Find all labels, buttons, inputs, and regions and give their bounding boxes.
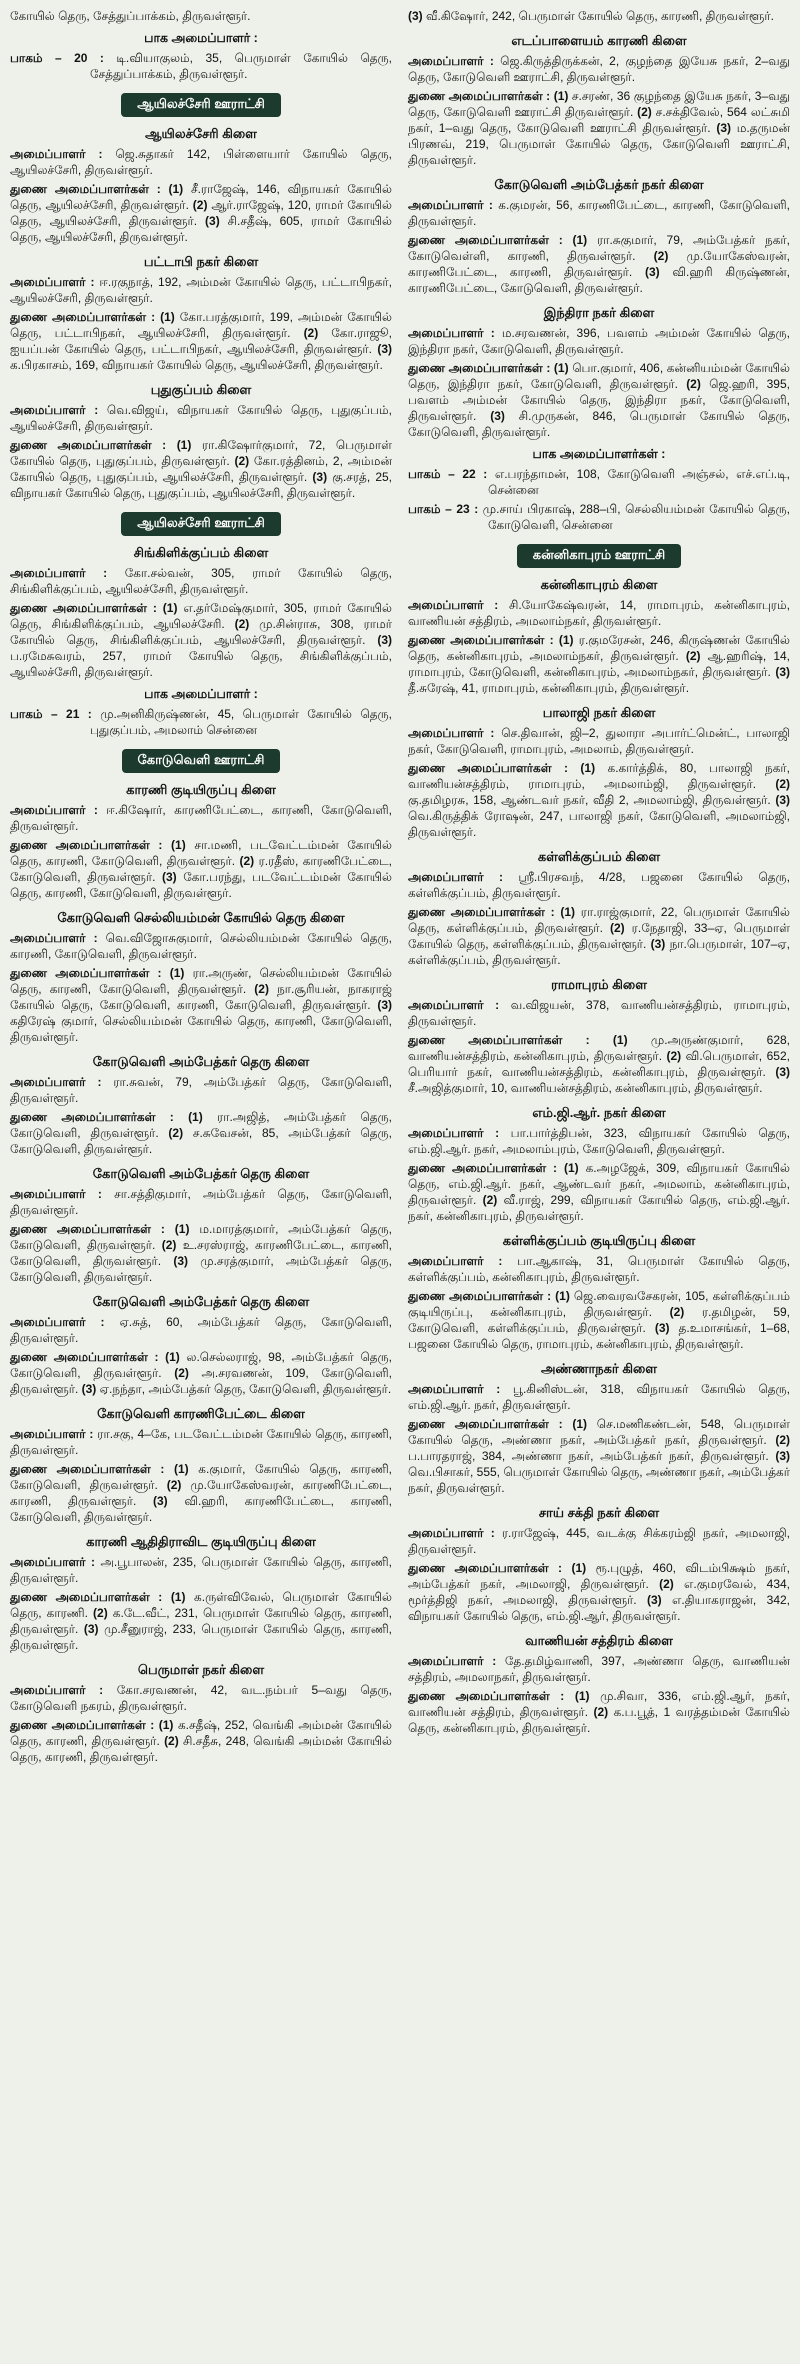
- deputy-index-marker: (1): [160, 310, 175, 324]
- deputy-index-marker: (1): [560, 905, 576, 919]
- deputy-organizers-paragraph: துணை அமைப்பாளர்கள் : (1) பொ.குமார், 406, கன்னியம்மன் கோயில் தெரு, இந்திரா நகர், கோடுவெளி, திருவள்ளூர். (2) ஜெ.ஹரி, 395, பவளம் அம்மன் கோயில் தெரு, இந்திரா நகர், கோடுவெளி, திருவள்ளூர். (3) சி.முருகன், 846, பெருமாள் கோயில் தெரு, கோடுவெளி, திருவள்ளூர்.: [408, 361, 791, 439]
- text-paragraph: (3) வீ.கிஷோர், 242, பெருமாள் கோயில் தெரு, காரணி, திருவள்ளூர்.: [408, 9, 774, 23]
- deputy-index-marker: (1): [553, 361, 569, 375]
- run-in-label: துணை அமைப்பாளர்கள் :: [10, 310, 161, 324]
- part-organizer-heading: பாக அமைப்பாளர் :: [144, 31, 258, 45]
- branch-heading: கோடுவெளி அம்பேத்கர் நகர் கிளை: [494, 177, 704, 192]
- organizer-paragraph: அமைப்பாளர் : அ.பூபாலன், 235, பெருமாள் கோயில் தெரு, காரணி, திருவள்ளூர்.: [10, 1555, 392, 1585]
- deputy-index-marker: (3): [205, 214, 220, 228]
- deputy-index-marker: (3): [377, 998, 392, 1012]
- deputy-index-marker: (2): [254, 982, 269, 996]
- organizer-paragraph: அமைப்பாளர் : ம.சரவணன், 396, பவளம் அம்மன் கோயில் தெரு, இந்திரா நகர், கோடுவெளி, திருவள்ளூர்.: [408, 326, 790, 356]
- branch-heading: சிங்கிளிக்குப்பம் கிளை: [133, 545, 269, 560]
- deputy-index-marker: (1): [555, 1289, 570, 1303]
- branch-heading: அண்ணாநகர் கிளை: [540, 1361, 658, 1376]
- deputy-organizers-paragraph: துணை அமைப்பாளர்கள் : (1) சா.மணி, படவேட்டம்மன் கோயில் தெரு, காரணி, கோடுவெளி, திருவள்ளூர். (2) ர.ரதீஸ், காரணிபேட்டை, கோடுவெளி, திருவள்ளூர். (3) கோ.பரந்து, படவேட்டம்மன் கோயில் தெரு, காரணி, கோடுவெளி, திருவள்ளூர்.: [10, 838, 392, 900]
- run-in-label: அமைப்பாளர் :: [10, 566, 125, 580]
- run-in-label: துணை அமைப்பாளர்கள் :: [408, 233, 573, 247]
- run-in-label: அமைப்பாளர் :: [408, 1254, 518, 1268]
- deputy-organizers-paragraph: துணை அமைப்பாளர்கள் : (1) எ.தர்மேஷ்குமார், 305, ராமர் கோயில் தெரு, சிங்கிளிக்குப்பம், ஆயிலச்சேரி. (2) மு.சின்ராசு, 308, ராமர் கோயில் தெரு, சிங்கிளிக்குப்பம், ஆயிலச்சேரி, திருவள்ளூர். (3) ப.ரமேசுவரம், 257, ராமர் கோயில் தெரு, சிங்கிளிக்குப்பம், ஆயிலச்சேரி, திருவள்ளூர்.: [10, 601, 393, 679]
- deputy-organizers-paragraph: துணை அமைப்பாளர்கள் : (1) க.சதீஷ், 252, வெங்கி அம்மன் கோயில் தெரு, காரணி, திருவள்ளூர். (2) சி.சதீசு, 248, வெங்கி அம்மன் கோயில் தெரு, காரணி, திருவள்ளூர்.: [10, 1718, 392, 1764]
- deputy-index-marker: (1): [165, 1350, 180, 1364]
- run-in-label: துணை அமைப்பாளர்கள் :: [408, 633, 559, 647]
- deputy-index-marker: (2): [168, 1126, 184, 1140]
- branch-heading: எம்.ஜி.ஆர். நகர் கிளை: [532, 1105, 666, 1120]
- column-2: [408, 6, 790, 1768]
- deputy-index-marker: (1): [572, 233, 588, 247]
- run-in-label: துணை அமைப்பாளர்கள் :: [408, 89, 554, 103]
- branch-heading: பெருமாள் நகர் கிளை: [137, 1662, 265, 1677]
- run-in-label: அமைப்பாளர் :: [10, 403, 107, 417]
- run-in-label: துணை அமைப்பாளர்கள் :: [10, 1350, 166, 1364]
- run-in-label: துணை அமைப்பாளர்கள் :: [408, 1289, 556, 1303]
- run-in-label: அமைப்பாளர் :: [10, 1187, 115, 1201]
- deputy-index-marker: (2): [593, 1705, 609, 1719]
- deputy-index-marker: (2): [93, 1606, 108, 1620]
- organizer-paragraph: அமைப்பாளர் : பா.பார்த்திபன், 323, விநாயகர் கோயில் தெரு, எம்.ஜி.ஆர். நகர், அமலாம்புரம், கோடுவெளி, திருவள்ளூர்.: [408, 1126, 790, 1156]
- organizer-paragraph: அமைப்பாளர் : ரா.சகு, 4–கே, படவேட்டம்மன் கோயில் தெரு, காரணி, திருவள்ளூர்.: [10, 1427, 392, 1457]
- deputy-organizers-paragraph: துணை அமைப்பாளர்கள் : (1) க.கார்த்திக், 80, பாலாஜி நகர், வாணியன்சத்திரம், ராமாபுரம், அமலாம்ஜி, திருவள்ளூர். (2) கு.தமிழரசு, 158, ஆண்டவர் நகர், வீதி 2, அமலாம்ஜி, திருவள்ளூர். (3) வெ.கிருத்திக் ரோஷன், 247, பாலாஜி நகர், கோடுவெளி, அமலாம்ஜி, திருவள்ளூர்.: [408, 761, 791, 839]
- part-organizer-heading: பாக அமைப்பாளர்கள் :: [532, 447, 666, 461]
- deputy-organizers-paragraph: துணை அமைப்பாளர்கள் : (1) செ.மணிகண்டன், 548, பெருமாள் கோயில் தெரு, அண்ணா நகர், அம்பேத்கர் நகர், திருவள்ளூர். (2) ப.பாரதராஜ், 384, அண்ணா நகர், அம்பேத்கர் நகர், திருவள்ளூர். (3) வெ.பிசாகர், 555, பெருமாள் கோயில் தெரு, அண்ணா நகர், அம்பேத்கர் நகர், திருவள்ளூர்.: [408, 1417, 791, 1495]
- run-in-label: பாகம் – 20 :: [10, 51, 117, 65]
- organizer-paragraph: அமைப்பாளர் : சா.சத்திகுமார், அம்பேத்கர் தெரு, கோடுவெளி, திருவள்ளூர்.: [10, 1187, 392, 1217]
- deputy-index-marker: (2): [482, 1193, 498, 1207]
- run-in-label: பாகம் – 22 :: [408, 467, 495, 481]
- organizer-paragraph: அமைப்பாளர் : க.குமரன், 56, காரணிபேட்டை, காரணி, கோடுவெளி, திருவள்ளூர்.: [408, 198, 790, 228]
- text-paragraph: கோயில் தெரு, சேத்துப்பாக்கம், திருவள்ளூர்.: [10, 9, 251, 23]
- deputy-index-marker: (3): [775, 665, 790, 679]
- run-in-label: அமைப்பாளர் :: [10, 1555, 101, 1569]
- branch-heading: காரணி ஆதிதிராவிட குடியிருப்பு கிளை: [86, 1534, 316, 1549]
- run-in-label: அமைப்பாளர் :: [408, 598, 509, 612]
- run-in-label: அமைப்பாளர் :: [10, 803, 107, 817]
- deputy-organizers-paragraph: துணை அமைப்பாளர்கள் : (1) ஜெ.வைரவசேகரன், 105, கள்ளிக்குப்பம் குடியிருப்பு, கன்னிகாபுரம், திருவள்ளூர். (2) ர.தமிழன், 59, கோடுவெளி, கள்ளிக்குப்பம், திருவள்ளூர். (3) த.உமாசங்கர், 1–68, பஜனை கோயில் தெரு, ராமாபுரம், கன்னிகாபுரம், திருவள்ளூர்.: [408, 1289, 791, 1351]
- deputy-index-marker: (3): [377, 342, 392, 356]
- branch-heading: கள்ளிக்குப்பம் கிளை: [537, 849, 661, 864]
- deputy-index-marker: (2): [239, 854, 255, 868]
- organizer-paragraph: அமைப்பாளர் : செ.திவான், ஜி–2, துலாரா அபார்ட்மென்ட், பாலாஜி நகர், கோடுவெளி, ராமாபுரம், அமலாம், திருவள்ளூர்.: [408, 726, 790, 756]
- run-in-label: துணை அமைப்பாளர்கள் :: [408, 1689, 575, 1703]
- run-in-label: துணை அமைப்பாளர்கள் :: [10, 966, 170, 980]
- run-in-label: துணை அமைப்பாளர்கள் :: [10, 1462, 174, 1476]
- deputy-index-marker: (3): [775, 1065, 790, 1079]
- deputy-index-marker: (3): [654, 1321, 670, 1335]
- deputy-organizers-paragraph: துணை அமைப்பாளர்கள் : (1) ம.மாரத்குமார், அம்பேத்கர் தெரு, கோடுவெளி, திருவள்ளூர். (2) உ.சரஸ்ராஜ், காரணிபேட்டை, காரணி, கோடுவெளி, திருவள்ளூர். (3) மு.சரத்குமார், அம்பேத்கர் தெரு, கோடுவெளி, திருவள்ளூர்.: [10, 1222, 393, 1284]
- run-in-label: அமைப்பாளர் :: [10, 147, 116, 161]
- run-in-label: அமைப்பாளர் :: [408, 54, 501, 68]
- deputy-organizers-paragraph: துணை அமைப்பாளர்கள் : (1) க.ருள்விவேல், பெருமாள் கோயில் தெரு, காரணி. (2) க.டே.வீட், 231, பெருமாள் கோயில் தெரு, காரணி, திருவள்ளூர். (3) மு.சீனுராஜ், 233, பெருமாள் கோயில் தெரு, காரணி, திருவள்ளூர்.: [10, 1590, 393, 1652]
- branch-heading: எடப்பாளையம் காரணி கிளை: [511, 33, 687, 48]
- deputy-organizers-paragraph: துணை அமைப்பாளர்கள் : (1) ரா.அஜித், அம்பேத்கர் தெரு, கோடுவெளி, திருவள்ளூர். (2) ச.சுவேசன், 85, அம்பேத்கர் தெரு, கோடுவெளி, திருவள்ளூர்.: [10, 1110, 392, 1156]
- deputy-index-marker: (1): [571, 1561, 587, 1575]
- deputy-index-marker: (2): [637, 105, 652, 119]
- deputy-organizers-paragraph: துணை அமைப்பாளர்கள் : (1) ச.சரண், 36 குழந்தை இயேசு நகர், 3–வது தெரு, கோடுவெளி ஊராட்சி திருவள்ளூர். (2) ச.சக்திவேல், 564 லட்சுமி நகர், 1–வது தெரு, கோடுவெளி ஊராட்சி திருவள்ளூர். (3) ம.தருமன் பிரணவ், 219, பெருமாள் கோயில் தெரு, கோடுவெளி ஊராட்சி, திருவள்ளூர்.: [408, 89, 790, 167]
- run-in-label: அமைப்பாளர் :: [10, 1683, 117, 1697]
- deputy-index-marker: (1): [564, 1161, 579, 1175]
- organizer-paragraph: அமைப்பாளர் : ஈ.கிஷோர், காரணிபேட்டை, காரணி, கோடுவெளி, திருவள்ளூர்.: [10, 803, 392, 833]
- run-in-label: துணை அமைப்பாளர்கள் :: [408, 1033, 613, 1047]
- run-in-label: துணை அமைப்பாளர்கள் :: [408, 1161, 564, 1175]
- organizer-paragraph: அமைப்பாளர் : வெ.விஜய், விநாயகர் கோயில் தெரு, புதுகுப்பம், ஆயிலச்சேரி, திருவள்ளூர்.: [10, 403, 392, 433]
- deputy-organizers-paragraph: துணை அமைப்பாளர்கள் : (1) ரா.அருண், செல்லியம்மன் கோயில் தெரு, காரணி, கோடுவெளி, திருவள்ளூர். (2) நா.சூரியன், நாகராஜ் கோயில் தெரு, கோடுவெளி, காரணி, கோடுவெளி, திருவள்ளூர். (3) கதிரேஷ் குமார், செல்லியம்மன் கோயில் தெரு, காரணி, கோடுவெளி, திருவள்ளூர்.: [10, 966, 393, 1044]
- deputy-organizers-paragraph: துணை அமைப்பாளர்கள் : (1) கோ.பரத்குமார், 199, அம்மன் கோயில் தெரு, பட்டாபிநகர், ஆயிலச்சேரி, திருவள்ளூர். (2) கோ.ராஜூ, ஐயப்பன் கோயில் தெரு, பட்டாபிநகர், ஆயிலச்சேரி, திருவள்ளூர். (3) க.பிரகாசம், 169, விநாயகர் கோயில் தெரு, ஆயிலச்சேரி, திருவள்ளூர்.: [10, 310, 392, 372]
- deputy-index-marker: (3): [490, 409, 505, 423]
- branch-heading: ஆயிலச்சேரி கிளை: [145, 126, 257, 141]
- run-in-label: அமைப்பாளர் :: [408, 1526, 502, 1540]
- part-organizer-line: பாகம் – 23 : மு.சாய் பிரகாஷ், 288–பி, செல்லியம்மன் கோயில் தெரு, கோடுவெளி, சென்னை: [408, 502, 791, 532]
- deputy-organizers-paragraph: துணை அமைப்பாளர்கள் : (1) ரூ.புழுத், 460, விடம்பிக்ஷம் நகர், அம்பேத்கர் நகர், அமலாஜி, திருவள்ளூர். (2) எ.குமரவேல், 434, மூர்த்திஜி நகர், அமலாஜி, திருவள்ளூர். (3) எ.தியாகராஜன், 342, விநாயகர் கோயில் தெரு, எம்.ஜி.ஆர், திருவள்ளூர்.: [408, 1561, 791, 1623]
- branch-heading: வாணியன் சத்திரம் கிளை: [525, 1633, 673, 1648]
- deputy-index-marker: (3): [162, 870, 177, 884]
- deputy-index-marker: (2): [234, 617, 250, 631]
- run-in-label: துணை அமைப்பாளர்கள் :: [10, 601, 163, 615]
- deputy-organizers-paragraph: துணை அமைப்பாளர்கள் : (1) ரா.ராஜ்குமார், 22, பெருமாள் கோயில் தெரு, கள்ளிக்குப்பம், திருவள்ளூர். (2) ர.நேதாஜி, 33–ஏ, பெருமாள் கோயில் தெரு, கள்ளிக்குப்பம், திருவள்ளூர். (3) நா.பெருமாள், 107–ஏ, கள்ளிக்குப்பம், திருவள்ளூர்.: [408, 905, 790, 967]
- ward-section-title: கன்னிகாபுரம் ஊராட்சி: [517, 544, 681, 568]
- deputy-index-marker: (2): [775, 777, 790, 791]
- deputy-index-marker: (2): [192, 198, 208, 212]
- branch-heading: கோடுவெளி அம்பேத்கர் தெரு கிளை: [92, 1166, 310, 1181]
- organizer-paragraph: அமைப்பாளர் : ஸ்ரீ.பிரசவந், 4/28, பஜனை கோயில் தெரு, கள்ளிக்குப்பம், திருவள்ளூர்.: [408, 870, 790, 900]
- run-in-label: துணை அமைப்பாளர்கள் :: [408, 761, 581, 775]
- branch-heading: கோடுவெளி காரணிபேட்டை கிளை: [97, 1406, 305, 1421]
- run-in-label: துணை அமைப்பாளர்கள் :: [10, 438, 177, 452]
- run-in-label: துணை அமைப்பாளர்கள் :: [408, 1417, 573, 1431]
- deputy-index-marker: (3): [650, 937, 666, 951]
- ward-section-title: கோடுவெளி ஊராட்சி: [122, 749, 281, 773]
- branch-heading: பட்டாபி நகர் கிளை: [143, 254, 259, 269]
- run-in-label: அமைப்பாளர் :: [408, 998, 511, 1012]
- deputy-index-marker: (1): [572, 1417, 587, 1431]
- part-organizer-line: பாகம் – 20 : டி.வியாகுலம், 35, பெருமாள் கோயில் தெரு, சேத்துப்பாக்கம், திருவள்ளூர்.: [10, 51, 393, 81]
- ward-section-title: ஆயிலச்சேரி ஊராட்சி: [121, 93, 281, 117]
- run-in-label: துணை அமைப்பாளர்கள் :: [10, 1222, 175, 1236]
- branch-heading: புதுகுப்பம் கிளை: [150, 382, 252, 397]
- deputy-index-marker: (1): [162, 601, 178, 615]
- deputy-index-marker: (2): [653, 249, 669, 263]
- deputy-index-marker: (3): [408, 9, 423, 23]
- run-in-label: அமைப்பாளர் :: [408, 726, 502, 740]
- deputy-organizers-paragraph: துணை அமைப்பாளர்கள் : (1) மு.அருண்குமார், 628, வாணியன்சத்திரம், கன்னிகாபுரம், திருவள்ளூர். (2) வி.பெருமாள், 652, பெரியார் நகர், வாணியன்சத்திரம், கன்னிகாபுரம், திருவள்ளூர். (3) சீ.அஜித்குமார், 10, வாணியன்சத்திரம், கன்னிகாபுரம், திருவள்ளூர்.: [408, 1033, 790, 1095]
- deputy-index-marker: (1): [612, 1033, 628, 1047]
- deputy-index-marker: (3): [81, 1382, 97, 1396]
- deputy-index-marker: (1): [174, 1222, 190, 1236]
- deputy-index-marker: (2): [669, 1305, 685, 1319]
- organizer-paragraph: அமைப்பாளர் : ஈ.ரகுநாத், 192, அம்மன் கோயில் தெரு, பட்டாபிநகர், ஆயிலச்சேரி, திருவள்ளூர்.: [10, 275, 392, 305]
- deputy-index-marker: (2): [659, 1577, 674, 1591]
- run-in-label: அமைப்பாளர் :: [408, 870, 519, 884]
- deputy-index-marker: (2): [775, 1433, 790, 1447]
- column-1: [10, 6, 392, 1768]
- deputy-index-marker: (1): [158, 1718, 174, 1732]
- deputy-index-marker: (2): [161, 1238, 177, 1252]
- organizer-paragraph: அமைப்பாளர் : பா.ஆகாஷ், 31, பெருமாள் கோயில் தெரு, கள்ளிக்குப்பம், கன்னிகாபுரம், திருவள்ளூர்.: [408, 1254, 790, 1284]
- deputy-index-marker: (3): [775, 1449, 790, 1463]
- ward-section-header: [10, 93, 392, 117]
- deputy-organizers-paragraph: துணை அமைப்பாளர்கள் : (1) க.குமார், கோயில் தெரு, காரணி, கோடுவெளி, திருவள்ளூர். (2) மு.யோகேஸ்வரன், காரணிபேட்டை, காரணி, திருவள்ளூர். (3) வி.ஹரி, காரணிபேட்டை, காரணி, கோடுவெளி, திருவள்ளூர்.: [10, 1462, 392, 1524]
- organizer-paragraph: அமைப்பாளர் : சி.யோகேஷ்வரன், 14, ராமாபுரம், கன்னிகாபுரம், வாணியன் சத்திரம், அமலாம்நகர், திருவள்ளூர்.: [408, 598, 790, 628]
- deputy-index-marker: (3): [83, 1622, 99, 1636]
- run-in-label: துணை அமைப்பாளர்கள் :: [408, 1561, 572, 1575]
- ward-section-header: [408, 544, 790, 568]
- deputy-organizers-paragraph: துணை அமைப்பாளர்கள் : (1) ர.குமரேசன், 246, கிருஷ்ணன் கோயில் தெரு, கன்னிகாபுரம், அமலாம்நகர், திருவள்ளூர். (2) ஆ.ஹரிஷ், 14, ராமாபுரம், கோடுவெளி, கன்னிகாபுரம், அமலாம்நகர், திருவள்ளூர். (3) தீ.சுரேஷ், 41, ராமாபுரம், கன்னிகாபுரம், திருவள்ளூர்.: [408, 633, 791, 695]
- branch-heading: ராமாபுரம் கிளை: [551, 977, 647, 992]
- run-in-label: அமைப்பாளர் :: [408, 198, 499, 212]
- organizer-paragraph: அமைப்பாளர் : ரா.சுவன், 79, அம்பேத்கர் தெரு, கோடுவெளி, திருவள்ளூர்.: [10, 1075, 392, 1105]
- ward-section-header: [10, 512, 392, 536]
- deputy-index-marker: (2): [174, 1366, 189, 1380]
- run-in-label: துணை அமைப்பாளர்கள் :: [10, 1590, 171, 1604]
- deputy-index-marker: (2): [166, 1478, 182, 1492]
- deputy-index-marker: (2): [164, 1734, 179, 1748]
- deputy-index-marker: (2): [609, 921, 625, 935]
- deputy-index-marker: (1): [168, 182, 184, 196]
- branch-heading: கோடுவெளி அம்பேத்கர் தெரு கிளை: [92, 1054, 310, 1069]
- ward-section-header: [10, 749, 392, 773]
- deputy-index-marker: (2): [685, 649, 701, 663]
- branch-heading: கள்ளிக்குப்பம் குடியிருப்பு கிளை: [502, 1233, 696, 1248]
- part-organizer-line: பாகம் – 22 : எ.பரந்தாமன், 108, கோடுவெளி அஞ்சல், எச்.எப்.டி, சென்னை: [408, 467, 791, 497]
- deputy-index-marker: (3): [312, 470, 328, 484]
- organizer-paragraph: அமைப்பாளர் : ர.ராஜேஷ், 445, வடக்கு சிக்கரம்ஜி நகர், அமலாஜி, திருவள்ளூர்.: [408, 1526, 790, 1556]
- deputy-index-marker: (3): [775, 793, 790, 807]
- deputy-index-marker: (1): [558, 633, 574, 647]
- run-in-label: அமைப்பாளர் :: [408, 326, 502, 340]
- part-organizer-line: பாகம் – 21 : மு.அனிகிருஷ்ணன், 45, பெருமாள் கோயில் தெரு, புதுகுப்பம், அமலாம் சென்னை: [10, 707, 392, 737]
- deputy-index-marker: (2): [666, 1049, 682, 1063]
- deputy-index-marker: (3): [173, 1254, 189, 1268]
- run-in-label: அமைப்பாளர் :: [10, 1315, 120, 1329]
- deputy-index-marker: (1): [553, 89, 569, 103]
- branch-heading: காரணி குடியிருப்பு கிளை: [126, 782, 276, 797]
- deputy-index-marker: (1): [580, 761, 596, 775]
- deputy-index-marker: (1): [170, 1590, 186, 1604]
- deputy-index-marker: (1): [174, 1462, 189, 1476]
- branch-heading: கன்னிகாபுரம் கிளை: [540, 577, 658, 592]
- deputy-index-marker: (3): [716, 121, 732, 135]
- deputy-index-marker: (3): [377, 633, 392, 647]
- organizer-paragraph: அமைப்பாளர் : ஜெ.கிருத்திருக்கன், 2, குழந்தை இயேசு நகர், 2–வது தெரு, கோடுவெளி ஊராட்சி, திருவள்ளூர்.: [408, 54, 790, 84]
- part-organizer-heading: பாக அமைப்பாளர் :: [144, 687, 258, 701]
- deputy-index-marker: (1): [176, 438, 192, 452]
- branch-heading: சாய் சக்தி நகர் கிளை: [538, 1505, 660, 1520]
- run-in-label: துணை அமைப்பாளர்கள் :: [10, 182, 169, 196]
- deputy-index-marker: (1): [574, 1689, 590, 1703]
- run-in-label: அமைப்பாளர் :: [408, 1382, 513, 1396]
- organizer-paragraph: அமைப்பாளர் : பூ.கினிஸ்டன், 318, விநாயகர் கோயில் தெரு, எம்.ஜி.ஆர். நகர், திருவள்ளூர்.: [408, 1382, 790, 1412]
- organizer-paragraph: அமைப்பாளர் : கோ.சரவணன், 42, வட.நம்பர் 5–வது தெரு, கோடுவெளி நகரம், திருவள்ளூர்.: [10, 1683, 392, 1713]
- deputy-organizers-paragraph: துணை அமைப்பாளர்கள் : (1) க.அழஜேக், 309, விநாயகர் கோயில் தெரு, எம்.ஜி.ஆர். நகர், ஆண்டவர் நகர், அமலாம், கன்னிகாபுரம், திருவள்ளூர். (2) வீ.ராஜ், 299, விநாயகர் கோயில் தெரு, எம்.ஜி.ஆர். நகர், கன்னிகாபுரம், திருவள்ளூர்.: [408, 1161, 791, 1223]
- deputy-index-marker: (3): [644, 265, 660, 279]
- run-in-label: அமைப்பாளர் :: [408, 1654, 505, 1668]
- deputy-organizers-paragraph: துணை அமைப்பாளர்கள் : (1) ரா.சுகுமார், 79, அம்பேத்கர் நகர், கோடுவெள்ளி, காரணி, திருவள்ளூர். (2) மு.யோகேஸ்வரன், காரணிபேட்டை, காரணி, திருவள்ளூர். (3) வி.ஹரி கிருஷ்ணன், காரணிபேட்டை, கோடுவெளி, திருவள்ளூர்.: [408, 233, 791, 295]
- ward-section-title: ஆயிலச்சேரி ஊராட்சி: [121, 512, 281, 536]
- run-in-label: பாகம் – 23 :: [408, 502, 483, 516]
- deputy-index-marker: (3): [647, 1593, 662, 1607]
- organizer-paragraph: அமைப்பாளர் : தே.தமிழ்வாணி, 397, அண்ணா தெரு, வாணியன் சத்திரம், அமலாநகர், திருவள்ளூர்.: [408, 1654, 790, 1684]
- organizer-paragraph: அமைப்பாளர் : கோ.சல்வன், 305, ராமர் கோயில் தெரு, சிங்கிளிக்குப்பம், ஆயிலச்சேரி, திருவள்ளூர்.: [10, 566, 392, 596]
- deputy-index-marker: (2): [234, 454, 250, 468]
- deputy-index-marker: (1): [188, 1110, 203, 1124]
- deputy-index-marker: (1): [171, 838, 186, 852]
- deputy-organizers-paragraph: துணை அமைப்பாளர்கள் : (1) சீ.ராஜேஷ், 146, விநாயகர் கோயில் தெரு, ஆயிலச்சேரி, திருவள்ளூர். (2) ஆர்.ராஜேஷ், 120, ராமர் கோயில் தெரு, ஆயிலச்சேரி, திருவள்ளூர். (3) சி.சதீஷ், 605, ராமர் கோயில் தெரு, ஆயிலச்சேரி, திருவள்ளூர்.: [10, 182, 393, 244]
- run-in-label: பாகம் – 21 :: [10, 707, 101, 721]
- deputy-organizers-paragraph: துணை அமைப்பாளர்கள் : (1) ல.செல்லராஜ், 98, அம்பேத்கர் தெரு, கோடுவெளி, திருவள்ளூர். (2) அ.சரவணன், 109, கோடுவெளி, திருவள்ளூர். (3) ஏ.நந்தா, அம்பேத்கர் தெரு, கோடுவெளி, திருவள்ளூர்.: [10, 1350, 393, 1396]
- run-in-label: துணை அமைப்பாளர்கள் :: [408, 361, 554, 375]
- deputy-index-marker: (1): [169, 966, 185, 980]
- branch-heading: கோடுவெளி அம்பேத்கர் தெரு கிளை: [92, 1294, 310, 1309]
- run-in-label: துணை அமைப்பாளர்கள் :: [408, 905, 561, 919]
- run-in-label: அமைப்பாளர் :: [10, 1427, 98, 1441]
- deputy-index-marker: (2): [303, 326, 319, 340]
- deputy-index-marker: (2): [686, 377, 701, 391]
- run-in-label: துணை அமைப்பாளர்கள் :: [10, 838, 172, 852]
- deputy-organizers-paragraph: துணை அமைப்பாளர்கள் : (1) மு.சிவா, 336, எம்.ஜி.ஆர், நகர், வாணியன் சத்திரம், திருவள்ளூர். (2) க.ப.பூத், 1 வரத்தம்மன் கோயில் தெரு, கன்னிகாபுரம், திருவள்ளூர்.: [408, 1689, 791, 1735]
- organizer-paragraph: அமைப்பாளர் : வ.விஜயன், 378, வாணியன்சத்திரம், ராமாபுரம், திருவள்ளூர்.: [408, 998, 790, 1028]
- deputy-organizers-paragraph: துணை அமைப்பாளர்கள் : (1) ரா.கிஷோர்குமார், 72, பெருமாள் கோயில் தெரு, புதுகுப்பம், திருவள்ளூர். (2) கோ.ரத்தினம், 2, அம்மன் கோயில் தெரு, புதுகுப்பம், ஆயிலச்சேரி, திருவள்ளூர். (3) கு.சரத், 25, விநாயகர் கோயில் தெரு, புதுகுப்பம், ஆயிலச்சேரி, திருவள்ளூர்.: [10, 438, 393, 500]
- run-in-label: அமைப்பாளர் :: [408, 1126, 511, 1140]
- run-in-label: அமைப்பாளர் :: [10, 1075, 114, 1089]
- organizer-paragraph: அமைப்பாளர் : ஏ.சுத், 60, அம்பேத்கர் தெரு, கோடுவெளி, திருவள்ளூர்.: [10, 1315, 392, 1345]
- branch-heading: பாலாஜி நகர் கிளை: [542, 705, 656, 720]
- branch-heading: கோடுவெளி செல்லியம்மன் கோயில் தெரு கிளை: [57, 910, 345, 925]
- branch-heading: இந்திரா நகர் கிளை: [543, 305, 655, 320]
- run-in-label: அமைப்பாளர் :: [10, 275, 100, 289]
- organizer-paragraph: அமைப்பாளர் : வெ.விஜோசுகுமார், செல்லியம்மன் கோயில் தெரு, காரணி, கோடுவெளி, திருவள்ளூர்.: [10, 931, 392, 961]
- organizer-paragraph: அமைப்பாளர் : ஜெ.சுதாகர் 142, பிள்ளையார் கோயில் தெரு, ஆயிலச்சேரி, திருவள்ளூர்.: [10, 147, 392, 177]
- run-in-label: அமைப்பாளர் :: [10, 931, 106, 945]
- run-in-label: துணை அமைப்பாளர்கள் :: [10, 1718, 159, 1732]
- run-in-label: துணை அமைப்பாளர்கள் :: [10, 1110, 189, 1124]
- deputy-index-marker: (3): [153, 1494, 168, 1508]
